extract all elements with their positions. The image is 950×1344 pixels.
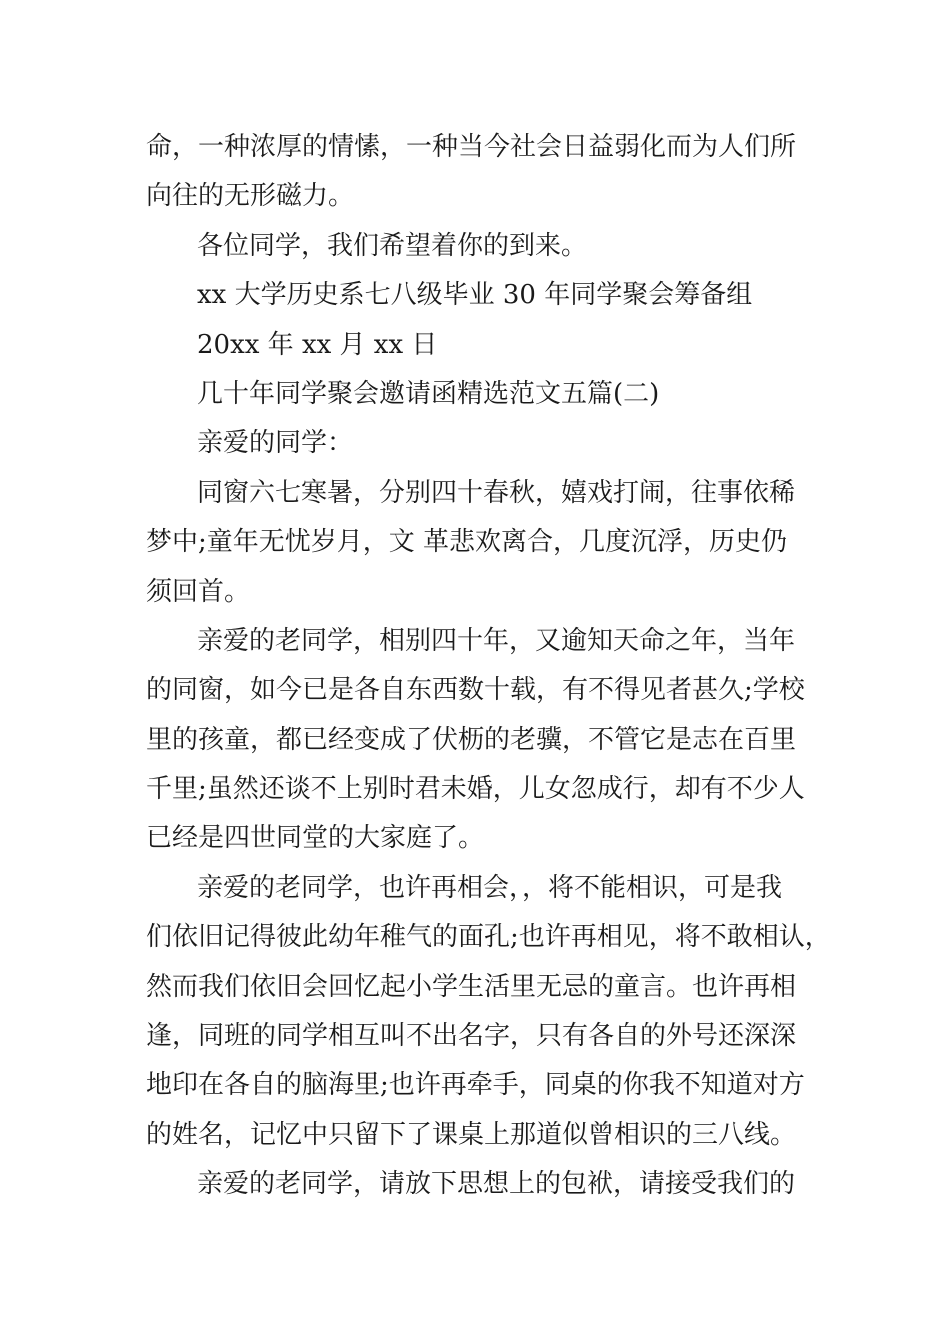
text-line: 已经是四世同堂的大家庭了。 [146,823,485,854]
signature-organizer: xx 大学历史系七八级毕业 30 年同学聚会筹备组 [197,280,753,311]
text-line: 的姓名，记忆中只留下了课桌上那道似曾相识的三八线。 [146,1119,797,1150]
document-body [146,123,831,1210]
text-line: 亲爱的老同学，也许再相会，，将不能相识，可是我 [197,872,783,903]
salutation: 亲爱的同学： [197,428,354,459]
text-line: 亲爱的老同学，请放下思想上的包袱，请接受我们的 [197,1169,796,1200]
text-line: 地印在各自的脑海里;也许再牵手，同桌的你我不知道对方 [146,1070,805,1101]
text-line: 们依旧记得彼此幼年稚气的面孔;也许再相见，将不敢相认， [146,922,831,953]
text-line: 梦中;童年无忧岁月，文 革悲欢离合，几度沉浮，历史仍 [146,527,788,558]
text-line: 命，一种浓厚的情愫，一种当今社会日益弱化而为人们所 [146,132,797,162]
signature-date: 20xx 年 xx 月 xx 日 [197,329,438,360]
text-line: 向往的无形磁力。 [146,181,355,212]
text-line: 千里;虽然还谈不上别时君未婚，儿女忽成行，却有不少人 [146,774,805,805]
text-line: 各位同学，我们希望着你的到来。 [197,230,588,261]
text-line: 的同窗，如今已是各自东西数十载，有不得见者甚久;学校 [146,675,805,706]
text-line: 亲爱的老同学，相别四十年，又逾知天命之年，当年 [197,625,796,656]
text-line: 里的孩童，都已经变成了伏枥的老骥，不管它是志在百里 [146,724,797,755]
section-heading: 几十年同学聚会邀请函精选范文五篇(二) [197,378,660,409]
text-line: 须回首。 [146,576,251,607]
text-line: 然而我们依旧会回忆起小学生活里无忌的童言。也许再相 [146,971,797,1002]
text-line: 逢，同班的同学相互叫不出名字，只有各自的外号还深深 [146,1021,797,1052]
text-line: 同窗六七寒暑，分别四十春秋，嬉戏打闹，往事依稀 [197,477,796,508]
